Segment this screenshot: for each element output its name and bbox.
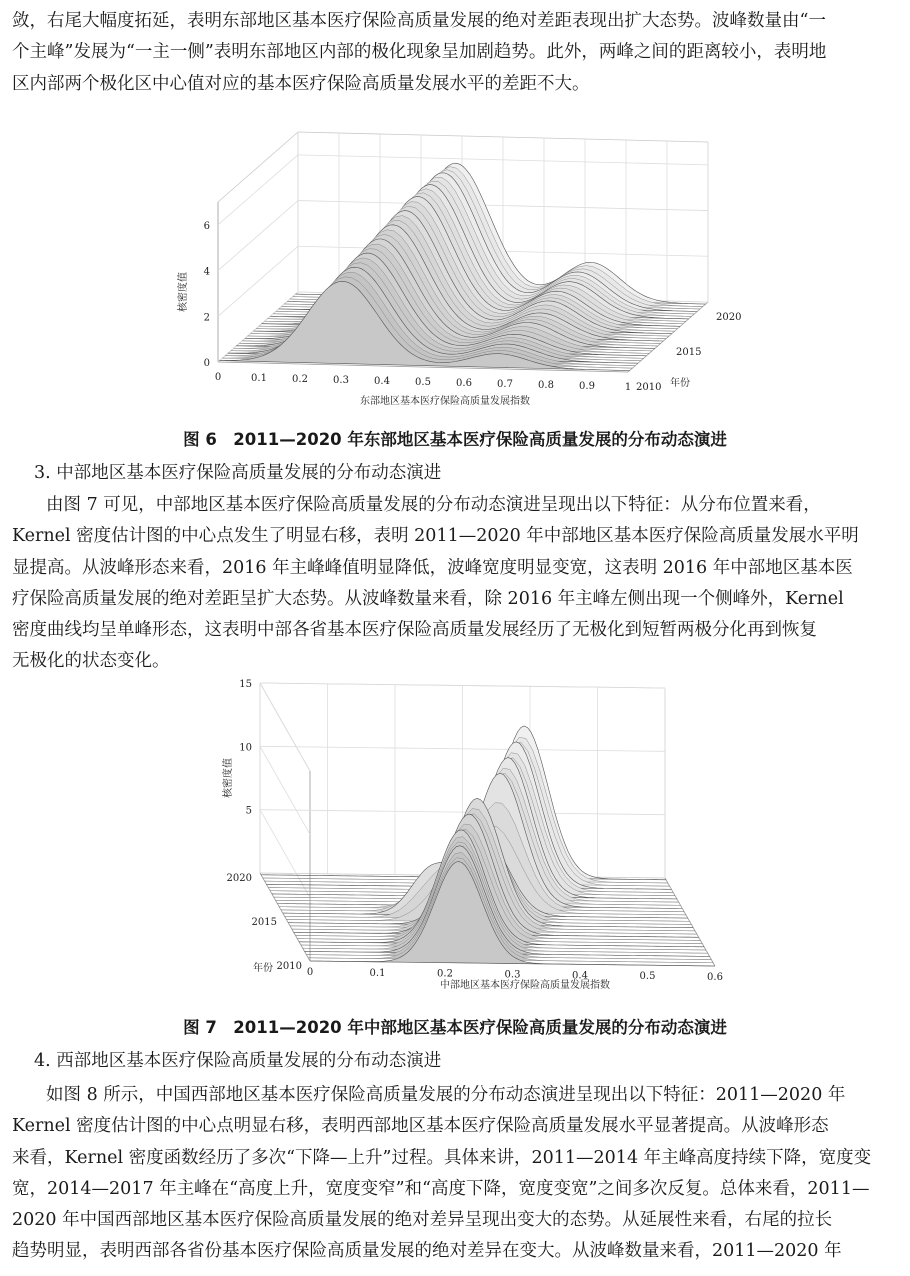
figure7-chart <box>205 679 765 1006</box>
x-axis-title: 中部地区基本医疗保险高质量发展指数 <box>440 980 610 991</box>
y-tick-label: 0 <box>203 358 210 369</box>
x-tick-label: 0.9 <box>579 381 595 392</box>
x-tick-label: 0.4 <box>572 970 588 982</box>
section4-heading: 4. 西部地区基本医疗保险高质量发展的分布动态演进 <box>34 1051 442 1071</box>
x-tick-label: 0.2 <box>437 968 453 980</box>
text-line: 区内部两个极化区中心值对应的基本医疗保险高质量发展水平的差距不大。 <box>12 73 590 94</box>
year-tick-label: 2020 <box>226 873 252 884</box>
y-tick-label: 10 <box>239 742 252 754</box>
figure6-chart <box>170 122 742 422</box>
x-tick-label: 0.3 <box>504 969 521 981</box>
text-line: 显提高。从波峰形态来看，2016 年主峰峰值明显降低，波峰宽度明显变宽，这表明 2016 年中部地区基本医 <box>12 557 853 578</box>
x-tick-label: 0 <box>214 372 222 383</box>
year-tick-label: 2015 <box>676 347 702 358</box>
x-tick-label: 0.4 <box>374 376 390 387</box>
text-line: 个主峰”发展为“一主一侧”表明东部地区内部的极化现象呈加剧趋势。此外，两峰之间的距离较小，表明地 <box>12 42 827 63</box>
text-line: 由图 7 可见，中部地区基本医疗保险高质量发展的分布动态演进呈现出以下特征：从分布位置来看， <box>46 495 821 515</box>
x-tick-label: 0.1 <box>251 373 267 384</box>
text-line: 无极化的状态变化。 <box>12 651 170 672</box>
figure7-caption: 图 7 2011—2020 年中部地区基本医疗保险高质量发展的分布动态演进 <box>183 1018 727 1037</box>
x-tick-label: 1 <box>624 382 632 393</box>
x-tick-label: 0 <box>306 967 314 978</box>
text-line: 密度曲线均呈单峰形态，这表明中部各省基本医疗保险高质量发展经历了无极化到短暂两极分化再到恢复 <box>12 620 817 641</box>
x-tick-label: 0.3 <box>333 375 349 386</box>
side-wall-top <box>218 132 298 202</box>
y-tick-label: 6 <box>203 220 210 232</box>
year-tick-label: 2010 <box>276 961 302 972</box>
x-tick-label: 0.1 <box>369 967 386 979</box>
figure6-surface-plot <box>170 122 742 422</box>
depth-axis-title: 年份 <box>670 378 690 389</box>
side-grid-line <box>218 246 298 316</box>
year-tick-label: 2015 <box>251 917 277 928</box>
x-tick-label: 0.5 <box>639 971 656 983</box>
text-line: 疗保险高质量发展的绝对差距呈扩大态势。从波峰数量来看，除 2016 年主峰左侧出现一个侧峰外，Kernel <box>12 588 844 609</box>
x-tick-label: 0.8 <box>538 380 554 391</box>
figure6-caption: 图 6 2011—2020 年东部地区基本医疗保险高质量发展的分布动态演进 <box>183 430 727 449</box>
year-tick-label: 2020 <box>716 312 742 323</box>
figure7-surface-plot <box>205 679 765 1006</box>
paragraph-bottom <box>12 1080 898 1268</box>
text-line: 宽，2014—2017 年主峰在“高度上升，宽度变窄”和“高度下降，宽度变宽”之间多次反复。总体来看，2011— <box>12 1178 870 1199</box>
x-tick-label: 0.2 <box>292 374 308 385</box>
y-tick-label: 5 <box>245 805 252 817</box>
side-grid-line <box>260 746 310 834</box>
paragraph-top <box>12 6 898 100</box>
y-tick-label: 2 <box>203 312 210 324</box>
text-line: Kernel 密度估计图的中心点明显右移，表明西部地区基本医疗保险高质量发展水平显著提高。从波峰形态 <box>12 1116 829 1137</box>
text-line: 来看，Kernel 密度函数经历了多次“下降—上升”过程。具体来讲，2011—2014 年主峰高度持续下降，宽度变 <box>12 1147 872 1168</box>
side-grid-line <box>218 155 298 225</box>
paragraph-mid <box>12 490 898 678</box>
depth-axis-title: 年份 <box>253 963 273 974</box>
text-line: 2020 年中国西部地区基本医疗保险高质量发展的绝对差异呈现出变大的态势。从延展性来看，右尾的拉长 <box>12 1210 833 1231</box>
x-tick-label: 0.5 <box>415 377 431 388</box>
y-axis-title: 核密度值 <box>178 272 189 312</box>
text-line: 敛，右尾大幅度拓延，表明东部地区基本医疗保险高质量发展的绝对差距表现出扩大态势。波峰数量由“一 <box>12 11 826 31</box>
section3-heading: 3. 中部地区基本医疗保险高质量发展的分布动态演进 <box>34 463 442 483</box>
text-line: 趋势明显，表明西部各省份基本医疗保险高质量发展的绝对差异在变大。从波峰数量来看，2011—2020 年 <box>12 1241 842 1262</box>
x-tick-label: 0.7 <box>497 379 513 390</box>
side-grid-line <box>218 201 298 271</box>
x-axis-title: 东部地区基本医疗保险高质量发展指数 <box>360 396 530 407</box>
y-tick-label: 15 <box>239 679 252 690</box>
text-line: 如图 8 所示，中国西部地区基本医疗保险高质量发展的分布动态演进呈现出以下特征：2011—2020 年 <box>46 1085 846 1105</box>
x-tick-label: 0.6 <box>707 972 723 983</box>
y-axis-title: 核密度值 <box>223 758 234 798</box>
side-grid-line <box>260 683 310 771</box>
text-line: Kernel 密度估计图的中心点发生了明显右移，表明 2011—2020 年中部地区基本医疗保险高质量发展水平明 <box>12 526 859 547</box>
year-tick-label: 2010 <box>636 382 662 393</box>
y-tick-label: 4 <box>203 266 210 278</box>
x-tick-label: 0.6 <box>456 378 472 389</box>
